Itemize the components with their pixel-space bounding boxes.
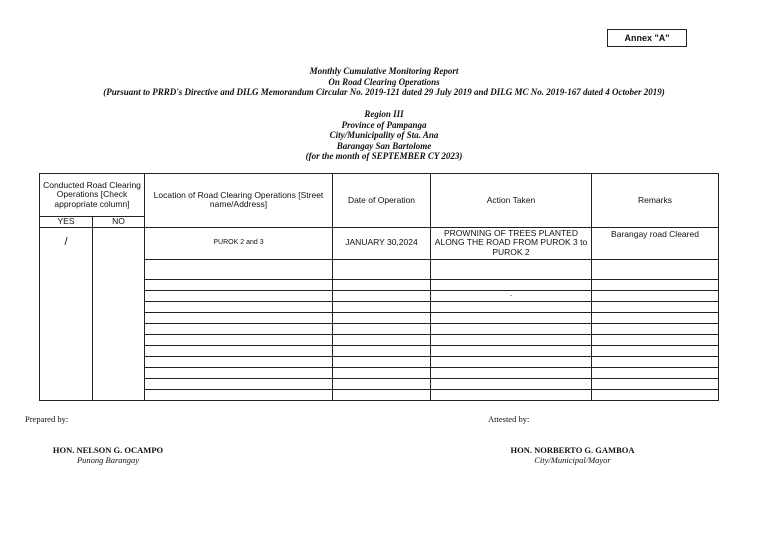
prepared-by-name: HON. NELSON G. OCAMPO — [52, 445, 164, 455]
report-title-block — [0, 66, 768, 98]
table-header-row — [40, 174, 719, 217]
attested-by-label: Attested by: — [488, 414, 530, 424]
header-date: Date of Operation — [333, 174, 431, 228]
report-title: Monthly Cumulative Monitoring Report — [309, 66, 459, 76]
prepared-by-position: Punong Barangay — [76, 455, 140, 465]
header-action: Action Taken — [431, 174, 592, 228]
prepared-by-label: Prepared by: — [25, 414, 69, 424]
header-remarks: Remarks — [592, 174, 719, 228]
yes-cell — [40, 227, 93, 400]
action-cell: PROWNING OF TREES PLANTED ALONG THE ROAD FROM PUROK 3 to PUROK 2 — [431, 227, 592, 259]
header-yes: YES — [40, 217, 93, 228]
barangay: Barangay San Bartolome — [336, 140, 432, 151]
attested-by-name: HON. NORBERTO G. GAMBOA — [510, 445, 635, 455]
date-cell: JANUARY 30,2024 — [333, 227, 431, 259]
attested-by-block — [505, 445, 640, 465]
no-cell — [93, 227, 145, 400]
header-location: Location of Road Clearing Operations [Street name/Address] — [145, 174, 333, 228]
report-period: (for the month of SEPTEMBER CY 2023) — [305, 151, 463, 161]
attested-by-position: City/Municipal/Mayor — [534, 455, 611, 465]
annex-label: Annex "A" — [607, 29, 687, 47]
prepared-by-block — [48, 445, 168, 465]
city: City/Municipality of Sta. Ana — [329, 130, 439, 140]
report-subtitle: On Road Clearing Operations — [328, 76, 440, 87]
check-mark: / — [64, 235, 68, 248]
remarks-cell: Barangay road Cleared — [592, 227, 719, 259]
province: Province of Pampanga — [341, 119, 427, 130]
table-row — [40, 227, 719, 259]
report-table — [39, 173, 719, 401]
stray-mark: - — [431, 290, 592, 301]
location-cell: PUROK 2 and 3 — [145, 227, 333, 259]
header-no: NO — [93, 217, 145, 228]
location-block — [0, 109, 768, 162]
header-conducted: Conducted Road Clearing Operations [Check appropriate column] — [40, 174, 145, 217]
report-basis: (Pursuant to PRRD's Directive and DILG Memorandum Circular No. 2019-121 dated 29 July 2019 and DILG MC No. 2019-167 dated 4 October 2019) — [103, 87, 665, 97]
region: Region III — [364, 109, 404, 119]
